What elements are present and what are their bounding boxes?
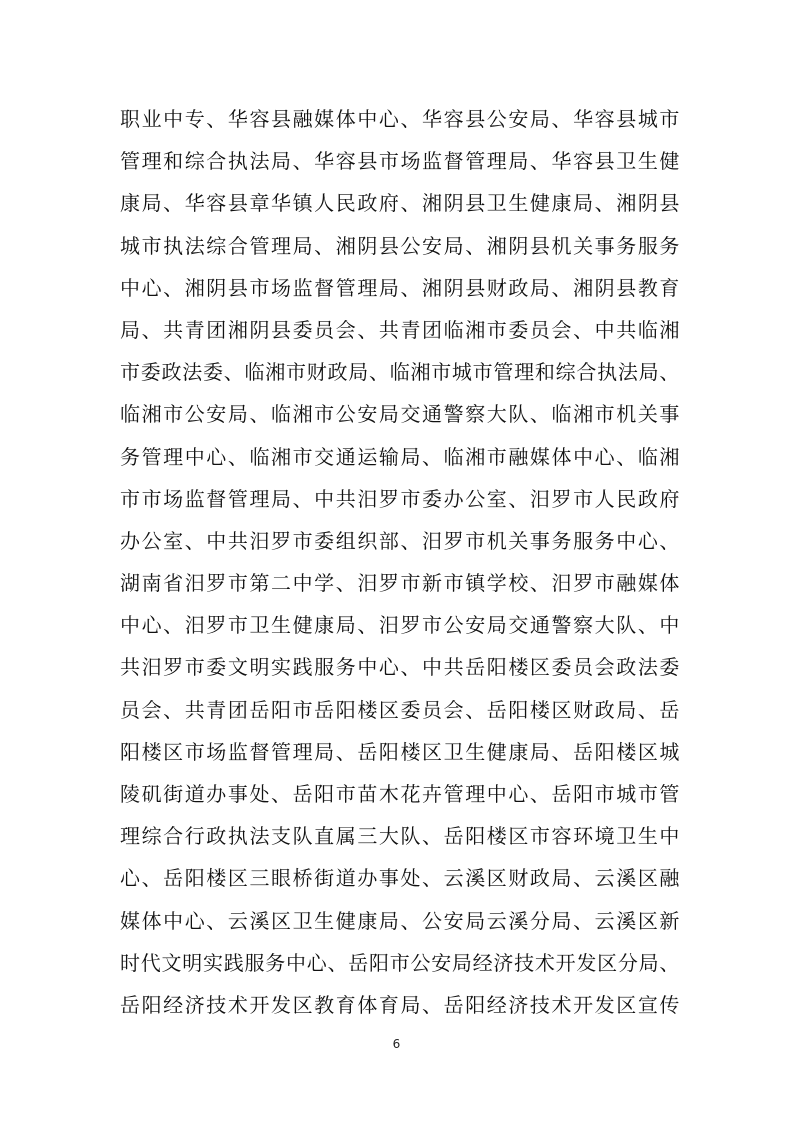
text-line: 阳楼区市场监督管理局、岳阳楼区卫生健康局、岳阳楼区城 xyxy=(120,739,680,764)
text-line: 理综合行政执法支队直属三大队、岳阳楼区市容环境卫生中 xyxy=(120,824,680,849)
text-line: 康局、华容县章华镇人民政府、湘阴县卫生健康局、湘阴县 xyxy=(120,191,680,216)
text-line: 时代文明实践服务中心、岳阳市公安局经济技术开发区分局、 xyxy=(120,950,680,975)
text-line: 岳阳经济技术开发区教育体育局、岳阳经济技术开发区宣传 xyxy=(120,992,680,1017)
text-line: 心、岳阳楼区三眼桥街道办事处、云溪区财政局、云溪区融 xyxy=(120,866,680,891)
text-line: 陵矶街道办事处、岳阳市苗木花卉管理中心、岳阳市城市管 xyxy=(120,782,680,806)
text-line: 管理和综合执法局、华容县市场监督管理局、华容县卫生健 xyxy=(120,149,680,174)
text-line: 媒体中心、云溪区卫生健康局、公安局云溪分局、云溪区新 xyxy=(120,908,680,933)
text-line: 办公室、中共汨罗市委组织部、汨罗市机关事务服务中心、 xyxy=(120,528,680,553)
text-line: 员会、共青团岳阳市岳阳楼区委员会、岳阳楼区财政局、岳 xyxy=(120,697,680,722)
text-line: 局、共青团湘阴县委员会、共青团临湘市委员会、中共临湘 xyxy=(120,317,680,342)
text-line: 临湘市公安局、临湘市公安局交通警察大队、临湘市机关事 xyxy=(120,402,680,427)
text-line: 职业中专、华容县融媒体中心、华容县公安局、华容县城市 xyxy=(120,107,680,131)
text-line: 共汨罗市委文明实践服务中心、中共岳阳楼区委员会政法委 xyxy=(120,655,680,680)
text-line: 中心、湘阴县市场监督管理局、湘阴县财政局、湘阴县教育 xyxy=(120,275,680,300)
text-line: 市委政法委、临湘市财政局、临湘市城市管理和综合执法局、 xyxy=(120,360,680,385)
text-line: 湖南省汨罗市第二中学、汨罗市新市镇学校、汨罗市融媒体 xyxy=(120,571,680,596)
page-number: 6 xyxy=(392,1037,401,1051)
text-line: 中心、汨罗市卫生健康局、汨罗市公安局交通警察大队、中 xyxy=(120,613,680,638)
document-body xyxy=(120,98,680,1026)
text-line: 务管理中心、临湘市交通运输局、临湘市融媒体中心、临湘 xyxy=(120,444,680,469)
text-line: 市市场监督管理局、中共汨罗市委办公室、汨罗市人民政府 xyxy=(120,486,680,511)
text-line: 城市执法综合管理局、湘阴县公安局、湘阴县机关事务服务 xyxy=(120,233,680,258)
